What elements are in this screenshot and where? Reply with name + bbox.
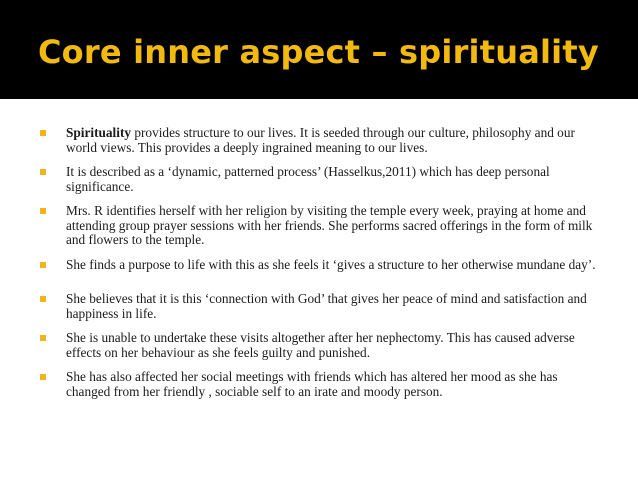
list-item <box>38 126 603 155</box>
bullet-body: provides structure to our lives. It is seeded through our culture, philosophy and our world views. This provides a deeply ingrained meaning to our lives. <box>66 125 575 155</box>
list-item <box>38 204 603 248</box>
square-bullet-icon <box>40 335 46 341</box>
square-bullet-icon <box>40 262 46 268</box>
bullet-text: She is unable to undertake these visits altogether after her nephectomy. This has caused adverse effects on her behaviour as she feels guilty and punished. <box>66 330 575 360</box>
bullet-text <box>66 126 603 155</box>
bullet-text: She believes that it is this ‘connection with God’ that gives her peace of mind and satisfaction and happiness in life. <box>66 291 587 321</box>
list-item <box>38 292 603 321</box>
bullet-text: It is described as a ‘dynamic, patterned process’ (Hasselkus,2011) which has deep personal significance. <box>66 164 550 194</box>
square-bullet-icon <box>40 374 46 380</box>
bullet-text: She has also affected her social meetings with friends which has altered her mood as she has changed from her friendly , sociable self to an irate and moody person. <box>66 369 558 399</box>
list-item <box>38 165 603 194</box>
bullet-lead-term: Spirituality <box>66 125 132 140</box>
bullet-text: Mrs. R identifies herself with her religion by visiting the temple every week, praying at home and attending group prayer sessions with her friends. She performs sacred offerings in the form of milk and flowers to the temple. <box>66 203 593 247</box>
square-bullet-icon <box>40 169 46 175</box>
square-bullet-icon <box>40 130 46 136</box>
bullet-list <box>38 126 603 409</box>
square-bullet-icon <box>40 296 46 302</box>
title-bar <box>0 0 638 99</box>
bullet-text: She finds a purpose to life with this as she feels it ‘gives a structure to her otherwise mundane day’. <box>66 256 596 272</box>
slide-title: Core inner aspect – spirituality <box>38 33 599 71</box>
list-item <box>38 370 603 399</box>
list-item <box>38 258 603 273</box>
list-item <box>38 331 603 360</box>
square-bullet-icon <box>40 208 46 214</box>
